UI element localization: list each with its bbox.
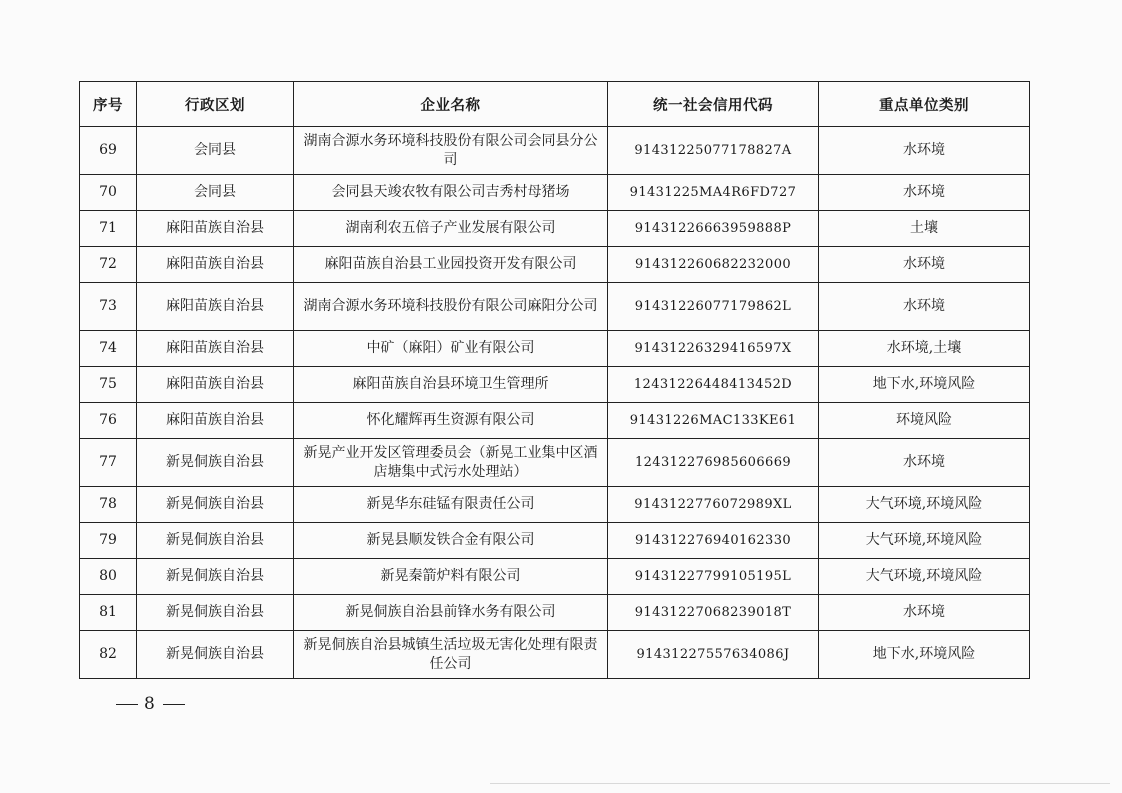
cell-category: 水环境 <box>819 127 1030 175</box>
cell-enterprise-name: 新晃产业开发区管理委员会（新晃工业集中区酒店塘集中式污水处理站） <box>294 439 608 487</box>
table-row <box>80 331 1030 367</box>
cell-credit-code: 124312276985606669 <box>608 439 819 487</box>
cell-category: 大气环境,环境风险 <box>819 559 1030 595</box>
cell-division: 麻阳苗族自治县 <box>137 403 294 439</box>
table-row <box>80 367 1030 403</box>
cell-credit-code: 91431225MA4R6FD727 <box>608 175 819 211</box>
cell-division: 会同县 <box>137 127 294 175</box>
header-serial-number: 序号 <box>80 82 137 127</box>
cell-enterprise-name: 中矿（麻阳）矿业有限公司 <box>294 331 608 367</box>
cell-serial-number: 75 <box>80 367 137 403</box>
table-row <box>80 523 1030 559</box>
cell-credit-code: 91431226077179862L <box>608 283 819 331</box>
table-row <box>80 559 1030 595</box>
cell-division: 新晃侗族自治县 <box>137 559 294 595</box>
cell-credit-code: 91431226MAC133KE61 <box>608 403 819 439</box>
cell-enterprise-name: 湖南利农五倍子产业发展有限公司 <box>294 211 608 247</box>
cell-division: 麻阳苗族自治县 <box>137 211 294 247</box>
cell-serial-number: 73 <box>80 283 137 331</box>
cell-serial-number: 82 <box>80 631 137 679</box>
page-number-right-dash <box>163 704 185 705</box>
cell-division: 会同县 <box>137 175 294 211</box>
cell-credit-code: 91431227799105195L <box>608 559 819 595</box>
scan-artifact-line <box>490 783 1110 784</box>
cell-division: 麻阳苗族自治县 <box>137 247 294 283</box>
cell-credit-code: 91431225077178827A <box>608 127 819 175</box>
cell-enterprise-name: 新晃秦箭炉料有限公司 <box>294 559 608 595</box>
cell-serial-number: 79 <box>80 523 137 559</box>
cell-serial-number: 81 <box>80 595 137 631</box>
cell-serial-number: 72 <box>80 247 137 283</box>
cell-division: 新晃侗族自治县 <box>137 439 294 487</box>
cell-enterprise-name: 新晃侗族自治县城镇生活垃圾无害化处理有限责任公司 <box>294 631 608 679</box>
cell-credit-code: 9143122776072989XL <box>608 487 819 523</box>
key-units-table <box>79 81 1030 679</box>
table-row <box>80 487 1030 523</box>
table-header-row <box>80 82 1030 127</box>
table-row <box>80 247 1030 283</box>
cell-serial-number: 76 <box>80 403 137 439</box>
cell-credit-code: 12431226448413452D <box>608 367 819 403</box>
cell-division: 新晃侗族自治县 <box>137 487 294 523</box>
table-row <box>80 211 1030 247</box>
cell-division: 新晃侗族自治县 <box>137 523 294 559</box>
cell-division: 麻阳苗族自治县 <box>137 331 294 367</box>
cell-division: 新晃侗族自治县 <box>137 631 294 679</box>
cell-division: 新晃侗族自治县 <box>137 595 294 631</box>
cell-serial-number: 78 <box>80 487 137 523</box>
cell-category: 水环境 <box>819 247 1030 283</box>
table-row <box>80 403 1030 439</box>
cell-enterprise-name: 会同县天竣农牧有限公司吉秀村母猪场 <box>294 175 608 211</box>
cell-enterprise-name: 湖南合源水务环境科技股份有限公司会同县分公司 <box>294 127 608 175</box>
cell-category: 水环境 <box>819 439 1030 487</box>
cell-enterprise-name: 新晃华东硅锰有限责任公司 <box>294 487 608 523</box>
cell-category: 环境风险 <box>819 403 1030 439</box>
cell-category: 水环境 <box>819 595 1030 631</box>
cell-enterprise-name: 新晃县顺发铁合金有限公司 <box>294 523 608 559</box>
cell-enterprise-name: 怀化耀辉再生资源有限公司 <box>294 403 608 439</box>
cell-credit-code: 91431226329416597X <box>608 331 819 367</box>
cell-division: 麻阳苗族自治县 <box>137 283 294 331</box>
header-administrative-division: 行政区划 <box>137 82 294 127</box>
cell-serial-number: 80 <box>80 559 137 595</box>
cell-enterprise-name: 麻阳苗族自治县工业园投资开发有限公司 <box>294 247 608 283</box>
cell-serial-number: 71 <box>80 211 137 247</box>
cell-enterprise-name: 湖南合源水务环境科技股份有限公司麻阳分公司 <box>294 283 608 331</box>
cell-category: 水环境,土壤 <box>819 331 1030 367</box>
page-number-value: 8 <box>144 694 157 714</box>
cell-division: 麻阳苗族自治县 <box>137 367 294 403</box>
cell-category: 土壤 <box>819 211 1030 247</box>
cell-credit-code: 91431226663959888P <box>608 211 819 247</box>
cell-category: 水环境 <box>819 175 1030 211</box>
cell-category: 地下水,环境风险 <box>819 367 1030 403</box>
cell-category: 水环境 <box>819 283 1030 331</box>
cell-serial-number: 70 <box>80 175 137 211</box>
cell-enterprise-name: 麻阳苗族自治县环境卫生管理所 <box>294 367 608 403</box>
table-row <box>80 439 1030 487</box>
table-row <box>80 175 1030 211</box>
cell-credit-code: 914312276940162330 <box>608 523 819 559</box>
cell-credit-code: 914312260682232000 <box>608 247 819 283</box>
header-enterprise-name: 企业名称 <box>294 82 608 127</box>
cell-serial-number: 77 <box>80 439 137 487</box>
header-credit-code: 统一社会信用代码 <box>608 82 819 127</box>
cell-category: 大气环境,环境风险 <box>819 487 1030 523</box>
cell-category: 地下水,环境风险 <box>819 631 1030 679</box>
page-number-left-dash <box>116 704 138 705</box>
cell-credit-code: 91431227557634086J <box>608 631 819 679</box>
page-number <box>110 694 191 714</box>
cell-credit-code: 91431227068239018T <box>608 595 819 631</box>
table-row <box>80 595 1030 631</box>
table-row <box>80 283 1030 331</box>
cell-category: 大气环境,环境风险 <box>819 523 1030 559</box>
table-row <box>80 127 1030 175</box>
cell-enterprise-name: 新晃侗族自治县前锋水务有限公司 <box>294 595 608 631</box>
cell-serial-number: 74 <box>80 331 137 367</box>
header-unit-category: 重点单位类别 <box>819 82 1030 127</box>
table-row <box>80 631 1030 679</box>
cell-serial-number: 69 <box>80 127 137 175</box>
